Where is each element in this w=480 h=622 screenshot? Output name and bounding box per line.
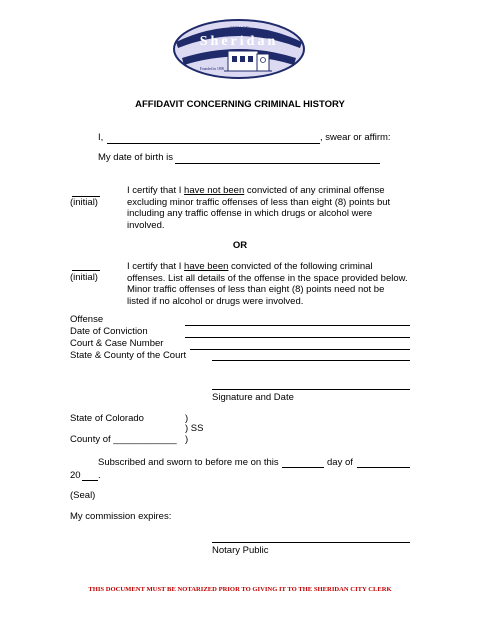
intro-suffix: , swear or affirm: [320,132,391,143]
intro-prefix: I, [98,132,104,143]
paren-top: ) [185,413,189,424]
state-county-court-field[interactable] [212,360,410,361]
document-title: AFFIDAVIT CONCERNING CRIMINAL HISTORY [135,99,345,110]
year-suffix: . [98,470,101,481]
logo-city-name: Sheridan [199,34,279,49]
ss-label: ) SS [185,423,204,434]
or-label: OR [232,240,248,251]
dob-label: My date of birth is [98,152,173,163]
year-field[interactable] [82,480,98,481]
initial-field-2[interactable] [72,270,100,271]
signature-label: Signature and Date [212,392,294,403]
date-of-conviction-label: Date of Conviction [70,326,148,337]
have-not-been-underlined: have not been [184,185,245,196]
court-case-number-label: Court & Case Number [70,338,164,349]
day-field[interactable] [282,467,324,468]
have-been-underlined: have been [184,261,229,272]
dob-field[interactable] [175,163,380,164]
date-of-conviction-field[interactable] [185,337,410,338]
seal-label: (Seal) [70,490,96,501]
logo-building-icon [224,51,272,71]
state-label: State of Colorado [70,413,144,424]
subscribed-text: Subscribed and sworn to before me on this [98,457,279,468]
day-of-label: day of [327,457,353,468]
paren-bottom: ) [185,434,189,445]
initial-label-2: (initial) [70,272,98,283]
offense-label: Offense [70,314,104,325]
notarize-warning: THIS DOCUMENT MUST BE NOTARIZED PRIOR TO GIVING IT TO THE SHERIDAN CITY CLERK [88,586,392,593]
state-county-court-label: State & County of the Court [70,350,187,361]
signature-field[interactable] [212,389,410,390]
logo-city-of: CITY OF [229,27,249,32]
county-label: County of ____________ [70,434,177,445]
initial-label-1: (initial) [70,197,98,208]
commission-label: My commission expires: [70,511,172,522]
certify-convicted-text: I certify that I have been convicted of the following criminal offenses. List all details of the offense in the space provided below. Minor traffic offenses of less than eight (8) points need not be listed if no alcohol or drugs were involved. [127,261,408,307]
court-case-number-field[interactable] [190,349,410,350]
name-field[interactable] [107,143,320,144]
offense-field[interactable] [185,325,410,326]
certify-not-convicted-text: I certify that I have not been convicted of any criminal offense excluding minor traffic offenses of less than eight (8) points but including any traffic offense in which drugs or alcohol were involved. [127,185,391,231]
notary-signature-field[interactable] [212,542,410,543]
year-prefix: 20 [70,470,81,481]
notary-public-label: Notary Public [212,545,269,556]
city-of-sheridan-logo [172,18,306,80]
logo-founded: Founded in 1890 [199,67,225,71]
month-field[interactable] [357,467,410,468]
